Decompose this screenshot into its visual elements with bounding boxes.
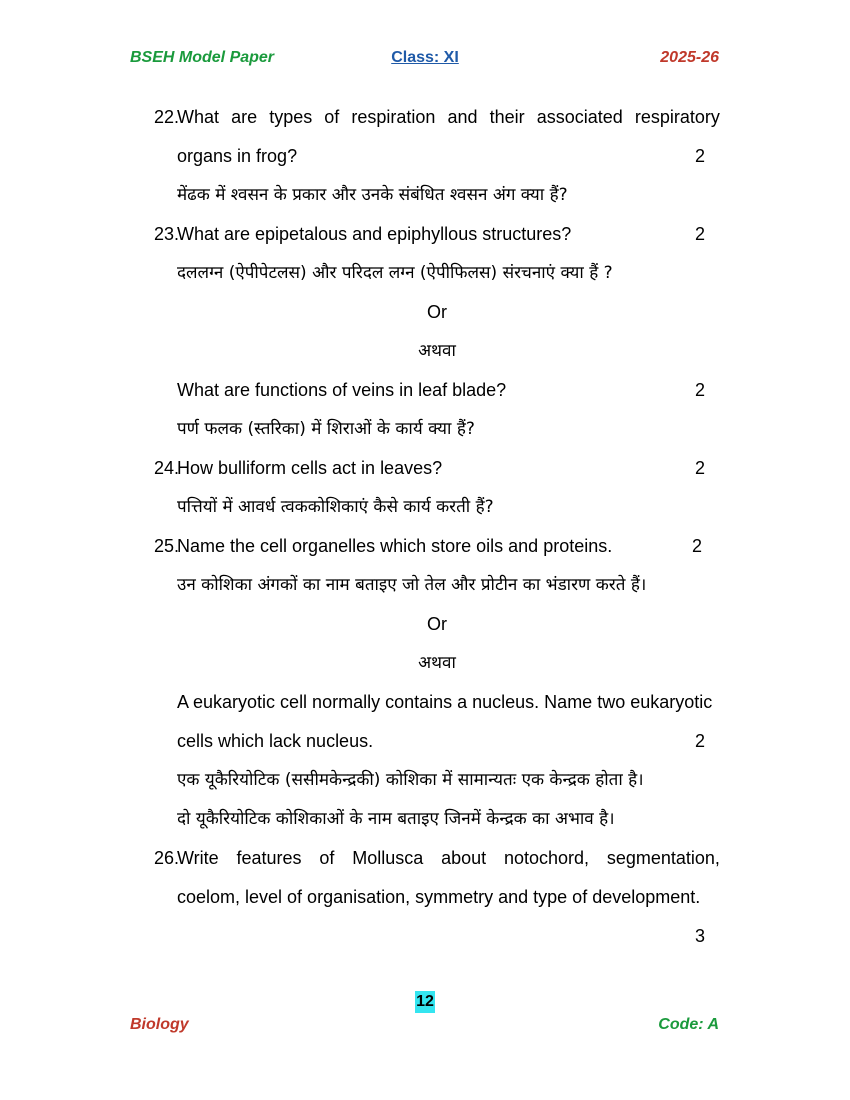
- question-25: [154, 527, 720, 839]
- marks: 2: [694, 380, 705, 400]
- word: respiration: [351, 107, 436, 127]
- question-number: 24.: [154, 458, 180, 478]
- word: and: [447, 107, 478, 127]
- question-26-line2: coelom, level of organisation, symmetry and type of development.: [177, 887, 701, 907]
- page-number: 12: [415, 991, 435, 1013]
- or-hindi: अथवा: [418, 341, 456, 361]
- header-session: 2025-26: [660, 49, 719, 66]
- header-class: Class: XI: [391, 49, 459, 66]
- question-22-line1: [154, 98, 720, 137]
- word: are: [231, 107, 258, 127]
- word: about: [441, 848, 487, 868]
- question-25-alt-hindi-1: एक यूकैरियोटिक (ससीमकेन्द्रकी) कोशिका में सामान्यतः एक केन्द्रक होता है।: [177, 770, 644, 790]
- question-number: 23.: [154, 224, 180, 244]
- word: segmentation,: [606, 848, 720, 868]
- question-23-alt-text: What are functions of veins in leaf blade?: [177, 380, 507, 400]
- or-english: Or: [427, 614, 447, 634]
- question-number: 25.: [154, 536, 180, 556]
- word: of: [319, 848, 335, 868]
- marks: 2: [694, 458, 705, 478]
- marks: 2: [691, 536, 702, 556]
- question-number: 22.: [154, 107, 180, 127]
- marks: 2: [694, 146, 705, 166]
- question-24-text: How bulliform cells act in leaves?: [177, 458, 443, 478]
- question-24-hindi: पत्तियों में आवर्ध त्वककोशिकाएं कैसे कार्य करती हैं?: [177, 497, 494, 517]
- question-26-words: [177, 839, 720, 878]
- word: their: [489, 107, 525, 127]
- word: associated: [536, 107, 623, 127]
- question-22-line2: organs in frog?: [177, 146, 298, 166]
- word: features: [236, 848, 302, 868]
- or-english: Or: [427, 302, 447, 322]
- word: types: [269, 107, 313, 127]
- question-23: [154, 215, 720, 449]
- marks: 2: [694, 731, 705, 751]
- question-23-hindi: दललग्न (ऐपीपेटलस) और परिदल लग्न (ऐपीफिलस) संरचनाएं क्या हैं ?: [177, 263, 613, 283]
- question-26-line1: [154, 839, 720, 878]
- question-22-hindi: मेंढक में श्वसन के प्रकार और उनके संबंधित श्वसन अंग क्या हैं?: [177, 185, 568, 205]
- word: Write: [177, 848, 219, 868]
- word: What: [177, 107, 220, 127]
- word: respiratory: [634, 107, 720, 127]
- question-25-text: Name the cell organelles which store oils and proteins.: [177, 536, 613, 556]
- marks: 3: [694, 926, 705, 946]
- marks: 2: [694, 224, 705, 244]
- question-list: [154, 98, 720, 956]
- word: of: [324, 107, 340, 127]
- footer-subject: Biology: [130, 1016, 189, 1033]
- word: notochord,: [503, 848, 590, 868]
- question-24: [154, 449, 720, 527]
- or-hindi: अथवा: [418, 653, 456, 673]
- question-25-hindi: उन कोशिका अंगकों का नाम बताइए जो तेल और प्रोटीन का भंडारण करते हैं।: [177, 575, 647, 595]
- question-25-alt-line2: cells which lack nucleus.: [177, 731, 374, 751]
- question-22-words: [177, 98, 720, 137]
- header-paper-title: BSEH Model Paper: [130, 49, 275, 66]
- word: Mollusca: [352, 848, 424, 868]
- question-number: 26.: [154, 848, 180, 868]
- question-23-alt-hindi: पर्ण फलक (स्तरिका) में शिराओं के कार्य क्या हैं?: [177, 419, 475, 439]
- question-23-text: What are epipetalous and epiphyllous structures?: [177, 224, 572, 244]
- question-25-alt-hindi-2: दो यूकैरियोटिक कोशिकाओं के नाम बताइए जिनमें केन्द्रक का अभाव है।: [177, 809, 615, 829]
- question-22: [154, 98, 720, 215]
- question-26: [154, 839, 720, 956]
- question-25-alt-line1: A eukaryotic cell normally contains a nucleus. Name two eukaryotic: [177, 692, 713, 712]
- footer-code: Code: A: [658, 1016, 719, 1033]
